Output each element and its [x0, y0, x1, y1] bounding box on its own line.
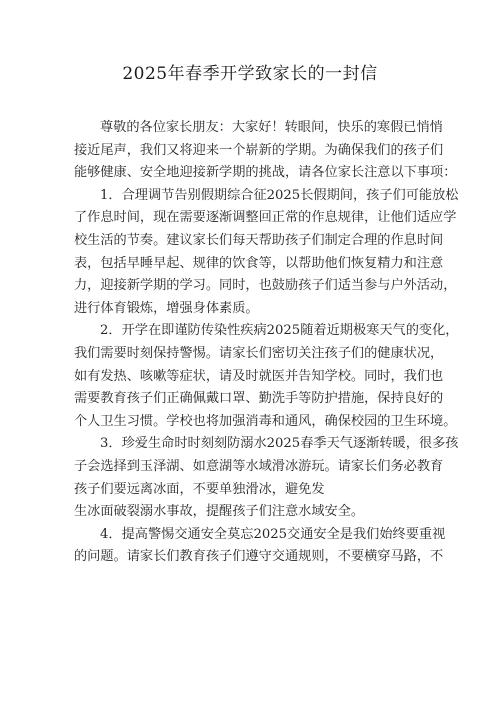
paragraph-line: 子会选择到玉泽湖、如意湖等水域滑冰游玩。请家长们务必教育 — [74, 458, 444, 474]
paragraph-line: 生冰面破裂溺水事故，提醒孩子们注意水域安全。 — [74, 504, 365, 520]
paragraph-line: 2．开学在即谨防传染性疾病2025随着近期极寒天气的变化， — [100, 323, 459, 339]
paragraph-line: 表，包括早睡早起、规律的饮食等，以帮助他们恢复精力和注意 — [74, 255, 444, 271]
paragraph-line: 校生活的节奏。建议家长们每天帮助孩子们制定合理的作息时间 — [74, 232, 444, 248]
paragraph-line: 需要教育孩子们正确佩戴口罩、勤洗手等防护措施，保持良好的 — [74, 391, 444, 407]
paragraph-line: 3．珍爱生命时时刻刻防溺水2025春季天气逐渐转暖，很多孩 — [100, 436, 459, 452]
paragraph-line: 的问题。请家长们教育孩子们遵守交通规则，不要横穿马路，不 — [74, 549, 444, 565]
document-title: 2025年春季开学致家长的一封信 — [122, 64, 378, 84]
paragraph-line: 进行体育锻炼，增强身体素质。 — [74, 300, 259, 316]
paragraph-line: 1．合理调节告别假期综合征2025长假期间，孩子们可能放松 — [100, 187, 459, 203]
paragraph-line: 接近尾声，我们又将迎来一个崭新的学期。为确保我们的孩子们 — [74, 142, 444, 158]
paragraph-line: 4．提高警惕交通安全莫忘2025交通安全是我们始终要重视 — [100, 526, 446, 542]
paragraph-line: 能够健康、安全地迎接新学期的挑战，请各位家长注意以下事项： — [74, 165, 457, 181]
paragraph-line: 我们需要时刻保持警惕。请家长们密切关注孩子们的健康状况， — [74, 345, 444, 361]
paragraph-line: 了作息时间，现在需要逐渐调整回正常的作息规律，让他们适应学 — [74, 210, 457, 226]
paragraph-line: 尊敬的各位家长朋友：大家好！转眼间，快乐的寒假已悄悄 — [100, 120, 443, 135]
paragraph-line: 孩子们要远离冰面，不要单独滑冰，避免发 — [74, 481, 325, 497]
letter-body — [74, 117, 459, 569]
paragraph-line: 个人卫生习惯。学校也将加强消毒和通风，确保校园的卫生环境。 — [74, 413, 457, 429]
paragraph-line: 如有发热、咳嗽等症状，请及时就医并告知学校。同时，我们也 — [74, 368, 444, 384]
paragraph-line: 力，迎接新学期的学习。同时，也鼓励孩子们适当参与户外活动， — [74, 278, 457, 294]
